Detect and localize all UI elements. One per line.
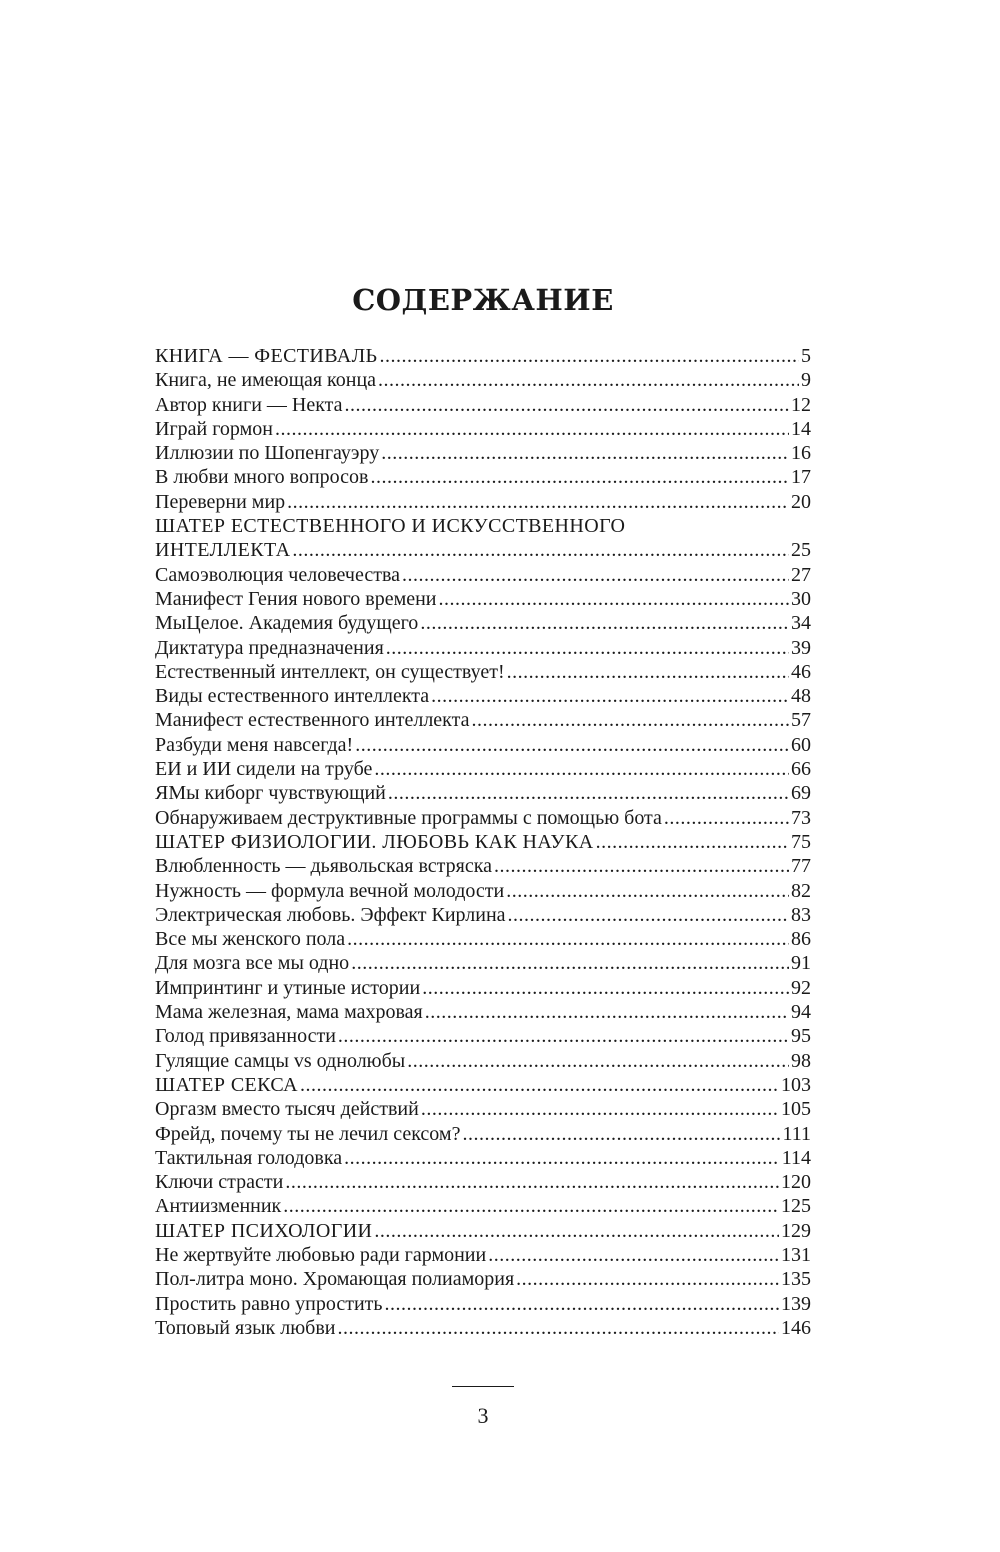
toc-entry-title: Мама железная, мама махровая (155, 1001, 423, 1024)
dot-leader (355, 733, 789, 757)
toc-entry (155, 563, 811, 587)
toc-entry-page: 86 (791, 928, 811, 951)
page-title: СОДЕРЖАНИЕ (352, 283, 614, 317)
toc-entry (155, 636, 811, 660)
toc-entry-title: Переверни мир (155, 490, 286, 513)
toc-entry-page: 103 (781, 1073, 811, 1096)
toc-entry-page: 135 (781, 1268, 811, 1291)
toc-entry (155, 660, 811, 684)
toc-entry-page: 39 (791, 636, 811, 659)
dot-leader (472, 708, 790, 732)
toc-entry-title: Все мы женского пола (155, 928, 346, 951)
toc-entry-page: 91 (791, 952, 811, 975)
toc-entry-title: ШАТЕР СЕКСА (155, 1073, 299, 1096)
toc-entry (155, 1049, 811, 1073)
toc-entry-continuation (155, 538, 811, 562)
toc-entry (155, 1194, 811, 1218)
toc-entry (155, 393, 811, 417)
toc-entry-page: 73 (791, 806, 811, 829)
dot-leader (407, 1049, 789, 1073)
toc-entry-page: 83 (791, 903, 811, 926)
dot-leader (494, 854, 789, 878)
dot-leader (386, 636, 789, 660)
toc-entry-title: Ключи страсти (155, 1171, 284, 1194)
toc-entry-page: 95 (791, 1025, 811, 1048)
dot-leader (300, 1073, 779, 1097)
dot-leader (462, 1122, 780, 1146)
toc-entry-page: 69 (791, 782, 811, 805)
toc-entry-title: Антиизменник (155, 1195, 282, 1218)
dot-leader (488, 1243, 779, 1267)
toc-entry-title: Разбуди меня навсегда! (155, 733, 354, 756)
dot-leader (285, 1170, 779, 1194)
toc-entry-title: Играй гормон (155, 417, 273, 440)
toc-entry (155, 1267, 811, 1291)
dot-leader (425, 1000, 789, 1024)
dot-leader (388, 781, 789, 805)
toc-entry-title: Топовый язык любви (155, 1316, 336, 1339)
toc-entry-title: Голод привязанности (155, 1025, 336, 1048)
toc-entry (155, 879, 811, 903)
toc-entry-page: 75 (791, 830, 811, 853)
toc-entry-page: 77 (791, 855, 811, 878)
toc-entry (155, 514, 811, 538)
toc-entry-page: 120 (781, 1171, 811, 1194)
dot-leader (385, 1292, 779, 1316)
toc-entry-page: 125 (781, 1195, 811, 1218)
toc-entry-page: 25 (791, 539, 811, 562)
toc-entry-title: ШАТЕР ЕСТЕСТВЕННОГО И ИСКУССТВЕННОГО (155, 515, 626, 538)
toc-entry (155, 1122, 811, 1146)
toc-entry-page: 114 (781, 1146, 811, 1169)
toc-entry-page: 94 (791, 1001, 811, 1024)
dot-leader (596, 830, 789, 854)
toc-entry-title: Самоэволюция человечества (155, 563, 400, 586)
dot-leader (292, 538, 789, 562)
toc-entry (155, 1146, 811, 1170)
dot-leader (275, 417, 789, 441)
toc-entry-page: 30 (791, 587, 811, 610)
dot-leader (338, 1316, 780, 1340)
dot-leader (664, 806, 789, 830)
toc-entry-page: 46 (791, 660, 811, 683)
dot-leader (370, 465, 789, 489)
table-of-contents (155, 344, 811, 1340)
toc-entry-page: 146 (781, 1316, 811, 1339)
dot-leader (283, 1194, 779, 1218)
dot-leader (344, 1146, 780, 1170)
toc-entry-title: ШАТЕР ПСИХОЛОГИИ (155, 1219, 373, 1242)
toc-entry-title: ИНТЕЛЛЕКТА (155, 539, 291, 562)
toc-entry (155, 684, 811, 708)
toc-entry-page: 5 (801, 345, 811, 367)
toc-entry-title: Простить равно упростить (155, 1292, 383, 1315)
toc-entry (155, 368, 811, 392)
toc-entry-title: Тактильная голодовка (155, 1146, 343, 1169)
toc-entry (155, 1170, 811, 1194)
dot-leader (374, 757, 789, 781)
toc-entry-title: ШАТЕР ФИЗИОЛОГИИ. ЛЮБОВЬ КАК НАУКА (155, 830, 594, 853)
toc-entry-page: 66 (791, 758, 811, 781)
dot-leader (402, 563, 789, 587)
toc-entry-title: Книга, не имеющая конца (155, 369, 377, 392)
dot-leader (347, 927, 789, 951)
dot-leader (507, 660, 789, 684)
dot-leader (374, 1219, 779, 1243)
dot-leader (506, 879, 789, 903)
toc-entry-title: Влюбленность — дьявольская встряска (155, 855, 493, 878)
toc-entry (155, 708, 811, 732)
toc-entry-title: МыЦелое. Академия будущего (155, 612, 419, 635)
toc-entry-title: Автор книги — Некта (155, 393, 343, 416)
toc-entry (155, 927, 811, 951)
dot-leader (287, 490, 789, 514)
toc-entry (155, 1316, 811, 1340)
toc-entry (155, 781, 811, 805)
toc-entry-title: Естественный интеллект, он существует! (155, 660, 505, 683)
toc-entry-page: 129 (781, 1219, 811, 1242)
toc-entry-title: Иллюзии по Шопенгауэру (155, 442, 380, 465)
toc-entry (155, 1292, 811, 1316)
toc-entry (155, 1024, 811, 1048)
toc-entry-title: Импринтинг и утиные истории (155, 976, 421, 999)
toc-entry-page: 9 (801, 369, 811, 392)
toc-entry-title: Обнаруживаем деструктивные программы с помощью бота (155, 806, 662, 829)
dot-leader (345, 393, 789, 417)
toc-entry-page: 57 (791, 709, 811, 732)
toc-entry-title: Диктатура предназначения (155, 636, 384, 659)
toc-entry-page: 34 (791, 612, 811, 635)
toc-entry-title: ЕИ и ИИ сидели на трубе (155, 758, 373, 781)
toc-entry-page: 60 (791, 733, 811, 756)
toc-entry-page: 92 (791, 976, 811, 999)
toc-entry (155, 1219, 811, 1243)
toc-entry-title: Виды естественного интеллекта (155, 685, 430, 708)
toc-entry-page: 27 (791, 563, 811, 586)
toc-entry (155, 587, 811, 611)
toc-entry-title: Нужность — формула вечной молодости (155, 879, 505, 902)
dot-leader (422, 976, 789, 1000)
footer-rule (452, 1386, 514, 1387)
toc-entry-title: Манифест естественного интеллекта (155, 709, 470, 732)
toc-entry-title: Электрическая любовь. Эффект Кирлина (155, 903, 506, 926)
page-number: 3 (477, 1403, 489, 1428)
toc-entry-title: Для мозга все мы одно (155, 952, 350, 975)
toc-entry (155, 806, 811, 830)
dot-leader (381, 441, 789, 465)
toc-entry-title: Пол-литра моно. Хромающая полиамория (155, 1268, 515, 1291)
toc-entry (155, 417, 811, 441)
toc-entry (155, 1073, 811, 1097)
dot-leader (516, 1267, 779, 1291)
toc-entry (155, 1097, 811, 1121)
toc-entry-title: КНИГА — ФЕСТИВАЛЬ (155, 345, 378, 367)
toc-entry-page: 82 (791, 879, 811, 902)
toc-entry-page: 48 (791, 685, 811, 708)
dot-leader (431, 684, 789, 708)
dot-leader (351, 951, 789, 975)
toc-entry (155, 757, 811, 781)
dot-leader (379, 344, 799, 368)
toc-entry-title: Манифест Гения нового времени (155, 587, 437, 610)
toc-entry-page: 12 (791, 393, 811, 416)
toc-entry (155, 733, 811, 757)
toc-entry (155, 951, 811, 975)
toc-entry-page: 16 (791, 442, 811, 465)
toc-entry (155, 903, 811, 927)
dot-leader (378, 368, 799, 392)
toc-entry-title: Не жертвуйте любовью ради гармонии (155, 1243, 487, 1266)
toc-entry-page: 131 (781, 1243, 811, 1266)
toc-entry (155, 1243, 811, 1267)
dot-leader (338, 1024, 789, 1048)
toc-entry (155, 1000, 811, 1024)
toc-entry-page: 20 (791, 490, 811, 513)
toc-entry (155, 854, 811, 878)
toc-entry-page: 98 (791, 1049, 811, 1072)
toc-entry-page: 111 (782, 1122, 811, 1145)
dot-leader (421, 1097, 779, 1121)
dot-leader (439, 587, 789, 611)
toc-entry-title: ЯМы киборг чувствующий (155, 782, 386, 805)
toc-entry-title: Оргазм вместо тысяч действий (155, 1098, 419, 1121)
toc-entry (155, 465, 811, 489)
toc-entry (155, 976, 811, 1000)
toc-entry (155, 344, 811, 368)
dot-leader (420, 611, 789, 635)
dot-leader (508, 903, 789, 927)
toc-entry-title: Фрейд, почему ты не лечил сексом? (155, 1122, 461, 1145)
toc-entry-page: 17 (791, 466, 811, 489)
toc-entry-title: Гулящие самцы vs однолюбы (155, 1049, 406, 1072)
toc-entry (155, 490, 811, 514)
toc-entry-page: 139 (781, 1292, 811, 1315)
toc-entry (155, 611, 811, 635)
toc-entry-page: 105 (781, 1098, 811, 1121)
toc-entry (155, 830, 811, 854)
toc-entry (155, 441, 811, 465)
toc-entry-page: 14 (791, 417, 811, 440)
toc-entry-title: В любви много вопросов (155, 466, 369, 489)
